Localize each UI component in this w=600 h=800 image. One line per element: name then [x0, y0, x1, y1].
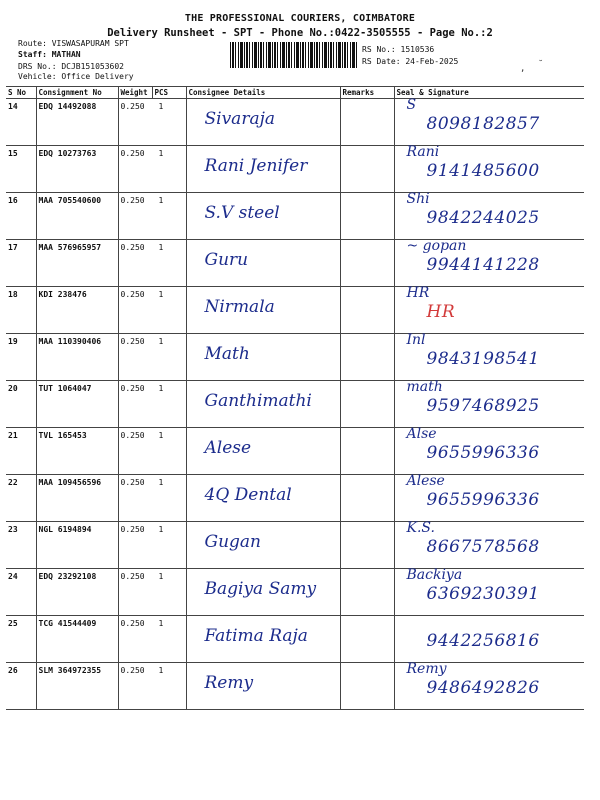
consignee-handwriting: 4Q Dental	[204, 485, 292, 505]
row-weight: 0.250	[120, 619, 145, 628]
row-consignee-cell	[186, 146, 340, 193]
row-remarks-cell	[340, 146, 394, 193]
row-seal-cell	[394, 240, 584, 287]
row-weight: 0.250	[120, 478, 145, 487]
signature-handwriting: Inl	[406, 332, 426, 348]
receiver-phone-handwriting: 9842244025	[426, 208, 540, 228]
row-weight-pcs	[118, 522, 186, 569]
row-weight-pcs	[118, 334, 186, 381]
table-header-row	[6, 87, 584, 99]
row-sno: 20	[6, 381, 36, 428]
row-seal-cell	[394, 193, 584, 240]
row-consignment-no: MAA 110390406	[36, 334, 118, 381]
receiver-phone-handwriting: 9597468925	[426, 396, 540, 416]
row-weight-pcs	[118, 475, 186, 522]
consignee-handwriting: Nirmala	[204, 297, 275, 317]
row-remarks-cell	[340, 569, 394, 616]
row-weight-pcs	[118, 146, 186, 193]
row-sno: 19	[6, 334, 36, 381]
row-weight-pcs	[118, 287, 186, 334]
signature-handwriting: S	[406, 97, 417, 113]
row-consignee-cell	[186, 522, 340, 569]
table-row	[6, 240, 584, 287]
table-row	[6, 663, 584, 710]
row-weight: 0.250	[120, 102, 145, 111]
table-row	[6, 193, 584, 240]
row-pcs: 1	[158, 525, 164, 534]
row-weight-pcs	[118, 663, 186, 710]
receiver-phone-handwriting: 9843198541	[426, 349, 540, 369]
col-pcs-header: PCS	[152, 87, 186, 99]
row-sno: 24	[6, 569, 36, 616]
row-remarks-cell	[340, 334, 394, 381]
row-pcs: 1	[158, 666, 164, 675]
table-row	[6, 428, 584, 475]
row-seal-cell	[394, 522, 584, 569]
table-row	[6, 334, 584, 381]
signature-handwriting: Alese	[406, 473, 445, 489]
col-seal-header: Seal & Signature	[394, 87, 584, 99]
row-remarks-cell	[340, 475, 394, 522]
row-consignee-cell	[186, 569, 340, 616]
row-pcs: 1	[158, 290, 164, 299]
row-sno: 17	[6, 240, 36, 287]
row-consignee-cell	[186, 381, 340, 428]
row-pcs: 1	[158, 572, 164, 581]
consignee-handwriting: Sivaraja	[204, 109, 275, 129]
row-pcs: 1	[158, 384, 164, 393]
rs-date: RS Date: 24-Feb-2025	[362, 57, 459, 66]
table-row	[6, 287, 584, 334]
consignee-handwriting: Guru	[204, 250, 249, 270]
row-weight: 0.250	[120, 196, 145, 205]
row-weight-pcs	[118, 616, 186, 663]
row-pcs: 1	[158, 149, 164, 158]
consignee-handwriting: S.V steel	[204, 203, 280, 223]
row-seal-cell	[394, 569, 584, 616]
receiver-phone-handwriting: 9655996336	[426, 443, 540, 463]
route-label: Route: VISWASAPURAM SPT	[18, 39, 129, 48]
row-consignee-cell	[186, 616, 340, 663]
row-weight: 0.250	[120, 431, 145, 440]
rs-number: RS No.: 1510536	[362, 45, 435, 54]
row-remarks-cell	[340, 193, 394, 240]
signature-handwriting: Alse	[406, 426, 437, 442]
page-mark: ,	[520, 64, 526, 74]
receiver-phone-handwriting: 6369230391	[426, 584, 540, 604]
row-weight: 0.250	[120, 149, 145, 158]
col-remarks-header: Remarks	[340, 87, 394, 99]
row-weight-pcs	[118, 193, 186, 240]
consignee-handwriting: Bagiya Samy	[204, 579, 317, 599]
row-seal-cell	[394, 428, 584, 475]
row-sno: 25	[6, 616, 36, 663]
row-consignment-no: MAA 576965957	[36, 240, 118, 287]
table-row	[6, 475, 584, 522]
row-consignee-cell	[186, 99, 340, 146]
row-sno: 26	[6, 663, 36, 710]
consignee-handwriting: Rani Jenifer	[204, 156, 308, 176]
receiver-phone-handwriting: 9486492826	[426, 678, 540, 698]
row-weight-pcs	[118, 99, 186, 146]
row-weight-pcs	[118, 569, 186, 616]
signature-handwriting: K.S.	[406, 520, 435, 536]
table-row	[6, 99, 584, 146]
runsheet-table	[6, 86, 584, 710]
consignee-handwriting: Ganthimathi	[204, 391, 312, 411]
row-pcs: 1	[158, 478, 164, 487]
row-weight-pcs	[118, 240, 186, 287]
row-sno: 23	[6, 522, 36, 569]
row-consignee-cell	[186, 240, 340, 287]
table-row	[6, 569, 584, 616]
row-consignment-no: NGL 6194894	[36, 522, 118, 569]
row-consignee-cell	[186, 475, 340, 522]
row-consignee-cell	[186, 428, 340, 475]
row-sno: 15	[6, 146, 36, 193]
signature-handwriting: math	[406, 379, 443, 395]
row-consignment-no: KDI 238476	[36, 287, 118, 334]
consignee-handwriting: Math	[204, 344, 250, 364]
row-remarks-cell	[340, 240, 394, 287]
col-sno-header: S No	[6, 87, 36, 99]
row-consignment-no: TVL 165453	[36, 428, 118, 475]
row-remarks-cell	[340, 428, 394, 475]
barcode	[230, 42, 358, 68]
receiver-phone-handwriting: 8667578568	[426, 537, 540, 557]
page-mark: ˘	[538, 60, 544, 70]
signature-handwriting: Remy	[406, 661, 447, 677]
row-consignment-no: SLM 364972355	[36, 663, 118, 710]
row-sno: 22	[6, 475, 36, 522]
row-seal-cell	[394, 663, 584, 710]
company-title: THE PROFESSIONAL COURIERS, COIMBATORE	[184, 13, 416, 24]
row-consignment-no: EDQ 14492088	[36, 99, 118, 146]
table-row	[6, 381, 584, 428]
row-pcs: 1	[158, 102, 164, 111]
row-pcs: 1	[158, 337, 164, 346]
table-row	[6, 146, 584, 193]
consignee-handwriting: Alese	[204, 438, 252, 458]
row-pcs: 1	[158, 196, 164, 205]
row-weight: 0.250	[120, 337, 145, 346]
receiver-phone-handwriting: 8098182857	[426, 114, 540, 134]
row-seal-cell	[394, 616, 584, 663]
row-remarks-cell	[340, 663, 394, 710]
row-consignment-no: MAA 705540600	[36, 193, 118, 240]
receiver-phone-handwriting: 9141485600	[426, 161, 540, 181]
row-sno: 18	[6, 287, 36, 334]
drs-label: DRS No.: DCJB151053602	[18, 62, 124, 71]
row-consignee-cell	[186, 287, 340, 334]
row-remarks-cell	[340, 287, 394, 334]
row-seal-cell	[394, 146, 584, 193]
row-consignment-no: MAA 109456596	[36, 475, 118, 522]
table-row	[6, 616, 584, 663]
receiver-phone-handwriting: 9655996336	[426, 490, 540, 510]
row-sno: 16	[6, 193, 36, 240]
row-seal-cell	[394, 475, 584, 522]
row-weight: 0.250	[120, 384, 145, 393]
row-consignee-cell	[186, 663, 340, 710]
row-consignment-no: EDQ 23292108	[36, 569, 118, 616]
row-seal-cell	[394, 334, 584, 381]
signature-handwriting: Rani	[406, 144, 440, 160]
signature-handwriting: Backiya	[406, 567, 463, 583]
row-sno: 14	[6, 99, 36, 146]
runsheet-subtitle: Delivery Runsheet - SPT - Phone No.:0422-3505555 - Page No.:2	[107, 27, 493, 39]
receiver-phone-handwriting: HR	[426, 302, 456, 322]
row-seal-cell	[394, 99, 584, 146]
col-weight-header: Weight	[118, 87, 152, 99]
signature-handwriting: HR	[406, 285, 430, 301]
row-consignment-no: TUT 1064047	[36, 381, 118, 428]
row-sno: 21	[6, 428, 36, 475]
consignee-handwriting: Gugan	[204, 532, 261, 552]
row-weight: 0.250	[120, 290, 145, 299]
row-seal-cell	[394, 287, 584, 334]
staff-label: Staff: MATHAN	[18, 50, 81, 59]
row-weight: 0.250	[120, 666, 145, 675]
row-weight: 0.250	[120, 572, 145, 581]
row-consignment-no: TCG 41544409	[36, 616, 118, 663]
row-weight-pcs	[118, 428, 186, 475]
receiver-phone-handwriting: 9944141228	[426, 255, 540, 275]
row-pcs: 1	[158, 243, 164, 252]
row-weight: 0.250	[120, 243, 145, 252]
row-pcs: 1	[158, 431, 164, 440]
consignee-handwriting: Fatima Raja	[204, 626, 308, 646]
row-consignment-no: EDQ 10273763	[36, 146, 118, 193]
row-remarks-cell	[340, 99, 394, 146]
receiver-phone-handwriting: 9442256816	[426, 631, 540, 651]
row-weight-pcs	[118, 381, 186, 428]
signature-handwriting: ~ gopan	[406, 238, 467, 254]
col-consignee-header: Consignee Details	[186, 87, 340, 99]
row-remarks-cell	[340, 381, 394, 428]
row-remarks-cell	[340, 616, 394, 663]
signature-handwriting: Shi	[406, 191, 430, 207]
row-seal-cell	[394, 381, 584, 428]
row-pcs: 1	[158, 619, 164, 628]
row-consignee-cell	[186, 193, 340, 240]
col-consignment-header: Consignment No	[36, 87, 118, 99]
row-consignee-cell	[186, 334, 340, 381]
row-weight: 0.250	[120, 525, 145, 534]
vehicle-label: Vehicle: Office Delivery	[18, 72, 134, 81]
consignee-handwriting: Remy	[204, 673, 254, 693]
row-remarks-cell	[340, 522, 394, 569]
table-row	[6, 522, 584, 569]
